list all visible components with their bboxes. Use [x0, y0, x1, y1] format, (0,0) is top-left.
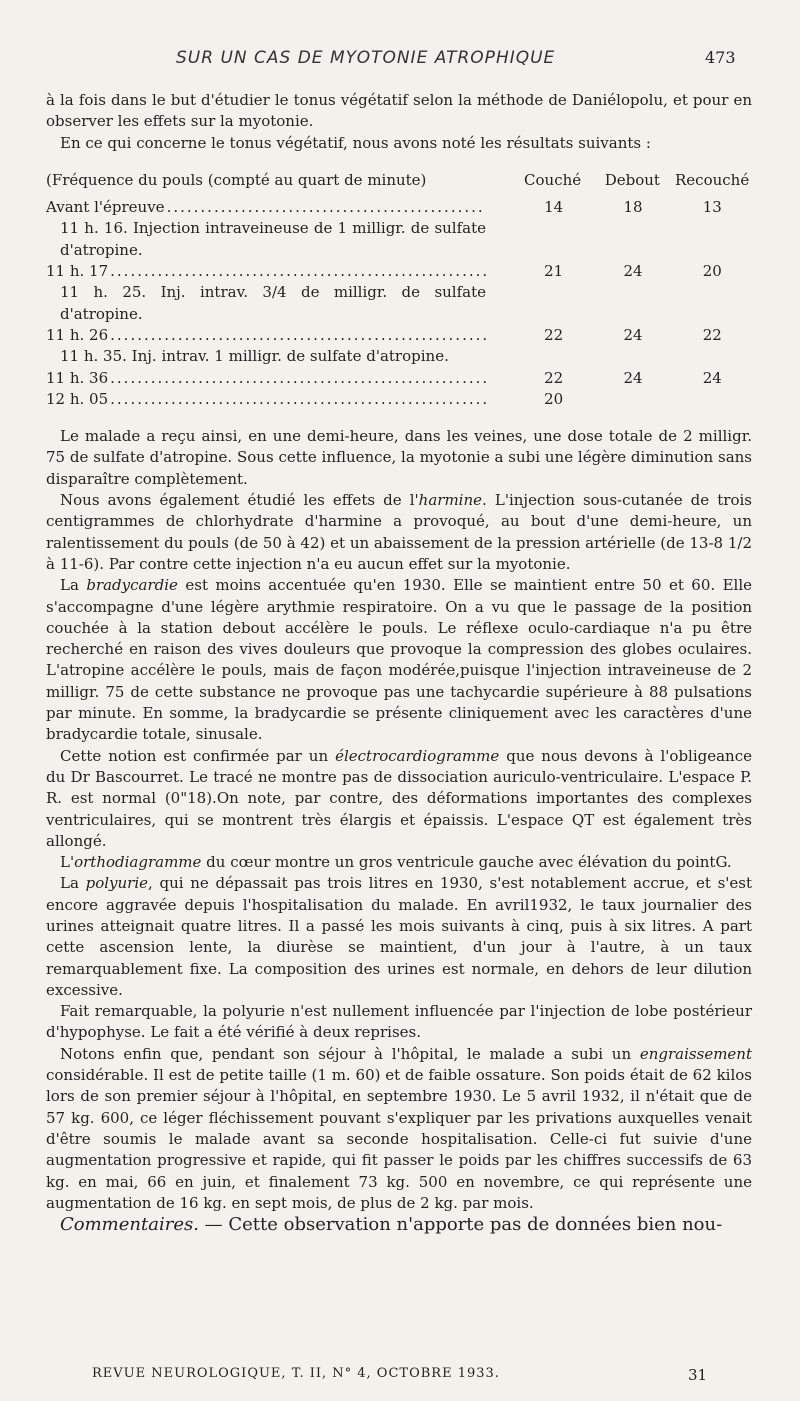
- table-header-debout: Debout: [604, 170, 660, 189]
- paragraph-atropine-dose: Le malade a reçu ainsi, en une demi-heure, dans les veines, une dose totale de 2 milligr. 75 de sulfate d'atropine. Sous cette influence, la myotonie a subi une légère diminution sans disparaître complètement.: [46, 427, 752, 488]
- value-recouche: 20: [702, 262, 722, 281]
- value-recouche: 13: [702, 198, 722, 217]
- intro-paragraph-2: En ce qui concerne le tonus végétatif, nous avons noté les résultats suivants :: [60, 133, 651, 152]
- page-number: 473: [705, 48, 736, 67]
- row-label: 11 h. 26: [46, 325, 109, 344]
- leader-dots: [110, 261, 486, 282]
- value-couche: 21: [544, 262, 564, 281]
- journal-footer: REVUE NEUROLOGIQUE, T. II, N° 4, OCTOBRE 1933.: [92, 1366, 500, 1381]
- row-label: 11 h. 17: [46, 262, 109, 281]
- table-header-recouche: Recouché: [675, 170, 750, 189]
- table-row-note: [46, 218, 752, 261]
- value-couche: 22: [544, 325, 564, 344]
- value-debout: 24: [623, 262, 643, 281]
- value-couche: 14: [544, 198, 564, 217]
- value-recouche: 22: [702, 325, 722, 344]
- paragraph-bradycardie: La bradycardie est moins accentuée qu'en 1930. Elle se maintient entre 50 et 60. Elle s'accompagne d'une légère arythmie respiratoire. On a vu que le passage de la position couchée à la station debout accélère le pouls. Le réflexe oculo-cardiaque n'a pu être recherché en raison des vives douleurs que provoque la compression des globes oculaires. L'atropine accélère le pouls, mais de façon modérée,puisque l'injection intraveineuse de 2 milligr. 75 de cette substance ne provoque pas une tachycardie supérieure à 88 pulsations par minute. En somme, la bradycardie se présente cliniquement avec les caractères d'une bradycardie totale, sinusale.: [46, 576, 753, 744]
- paragraph-polyurie: La polyurie, qui ne dépassait pas trois litres en 1930, s'est notablement accrue, et s'est encore aggravée depuis l'hospitalisation du malade. En avril1932, le taux journalier des urines atteignait quatre litres. Il a passé les mois suivants à cinq, puis à six litres. A part cette ascension lente, la diurèse se maintient, d'un jour à l'autre, à un taux remarquablement fixe. La composition des urines est normale, en dehors de leur dilution excessive.: [46, 874, 752, 999]
- page-body: [46, 90, 752, 1235]
- table-row-note: [46, 346, 752, 367]
- pulse-table-header: [46, 170, 752, 191]
- value-debout: 18: [623, 198, 643, 217]
- prose-section: [46, 426, 752, 1235]
- paragraph-commentaires: Commentaires. — Cette observation n'apporte pas de données bien nou-: [60, 1214, 723, 1236]
- intro-paragraph-1: à la fois dans le but d'étudier le tonus végétatif selon la méthode de Daniélopolu, et pour en observer les effets sur la myotonie.: [46, 91, 752, 131]
- value-debout: 24: [623, 325, 643, 344]
- leader-dots: [110, 325, 486, 346]
- value-recouche: 24: [702, 368, 722, 387]
- leader-dots: [167, 197, 486, 218]
- value-debout: 24: [623, 368, 643, 387]
- table-row-note: [46, 282, 752, 325]
- table-header-label: (Fréquence du pouls (compté au quart de minute): [46, 170, 427, 189]
- table-row: [46, 368, 752, 389]
- injection-note: 11 h. 25. Inj. intrav. 3/4 de milligr. de sulfate d'atropine.: [60, 283, 486, 323]
- paragraph-engraissement: Notons enfin que, pendant son séjour à l'hôpital, le malade a subi un engraissement considérable. Il est de petite taille (1 m. 60) et de faible ossature. Son poids était de 62 kilos lors de son premier séjour à l'hôpital, en septembre 1930. Le 5 avril 1932, il n'était que de 57 kg. 600, ce léger fléchissement pouvant s'expliquer par les privations auxquelles venait d'être soumis le malade avant sa seconde hospitalisation. Celle-ci fut suivie d'une augmentation progressive et rapide, qui fit passer le poids par les chiffres successifs de 63 kg. en mai, 66 en juin, et finalement 73 kg. 500 en novembre, ce qui représente une augmentation de 16 kg. en sept mois, de plus de 2 kg. par mois.: [46, 1044, 752, 1212]
- table-row: [46, 197, 752, 218]
- value-couche: 20: [544, 389, 564, 408]
- paragraph-harmine: Nous avons également étudié les effets de l'harmine. L'injection sous-cutanée de trois centigrammes de chlorhydrate d'harmine a provoqué, au bout d'une demi-heure, un ralentissement du pouls (de 50 à 42) et un abaissement de la pression artérielle (de 13-8 1/2 à 11-6). Par contre cette injection n'a eu aucun effet sur la myotonie.: [46, 491, 752, 573]
- row-label: Avant l'épreuve: [46, 198, 165, 217]
- row-label: 12 h. 05: [46, 389, 109, 408]
- paragraph-orthodiagramme: L'orthodiagramme du cœur montre un gros ventricule gauche avec élévation du pointG.: [60, 853, 732, 872]
- page-header: [0, 48, 800, 78]
- table-row: [46, 325, 752, 346]
- row-label: 11 h. 36: [46, 368, 109, 387]
- paragraph-electrocardiogramme: Cette notion est confirmée par un électrocardiogramme que nous devons à l'obligeance du Dr Bascourret. Le tracé ne montre pas de dissociation auriculo-ventriculaire. L'espace P. R. est normal (0"18).On note, par contre, des déformations importantes des complexes ventriculaires, qui se montrent très élargis et épaissis. L'espace QT est également très allongé.: [46, 746, 752, 850]
- leader-dots: [110, 368, 486, 389]
- injection-note: 11 h. 16. Injection intraveineuse de 1 milligr. de sulfate d'atropine.: [60, 219, 486, 259]
- table-row: [46, 389, 752, 410]
- signature-mark: 31: [688, 1366, 708, 1384]
- paragraph-hypophyse: Fait remarquable, la polyurie n'est nullement influencée par l'injection de lobe postérieur d'hypophyse. Le fait a été vérifié à deux reprises.: [46, 1002, 752, 1042]
- value-couche: 22: [544, 368, 564, 387]
- leader-dots: [110, 389, 486, 410]
- injection-note: 11 h. 35. Inj. intrav. 1 milligr. de sulfate d'atropine.: [60, 347, 449, 366]
- intro-section: [46, 90, 752, 154]
- table-header-couche: Couché: [524, 170, 582, 189]
- pulse-table: [46, 170, 752, 410]
- running-title: SUR UN CAS DE MYOTONIE ATROPHIQUE: [176, 48, 556, 68]
- table-row: [46, 261, 752, 282]
